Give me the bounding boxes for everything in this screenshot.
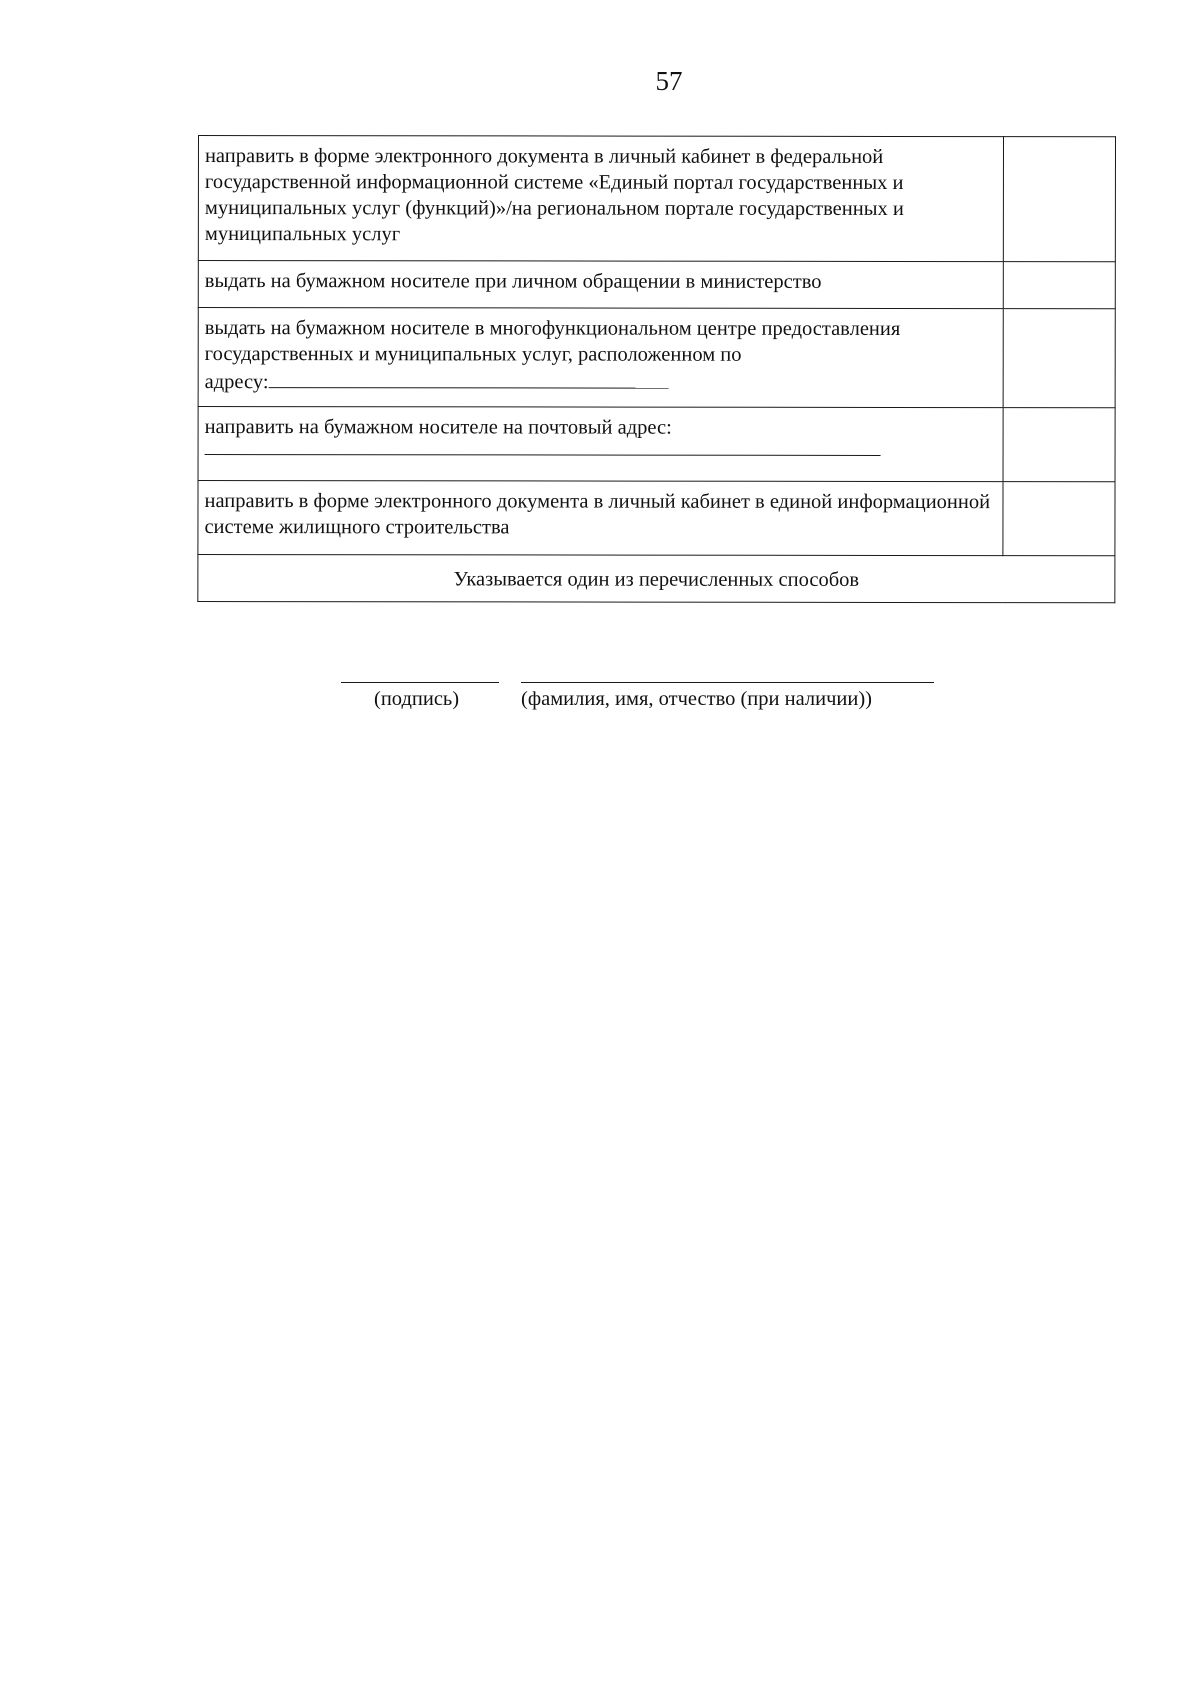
address-fill-line[interactable] (269, 367, 669, 389)
full-name-line[interactable] (521, 682, 934, 683)
table-note: Указывается один из перечисленных способов (198, 555, 1115, 603)
delivery-option-row (198, 308, 1115, 408)
delivery-option-row (198, 407, 1115, 482)
signature-line[interactable] (341, 682, 499, 683)
delivery-option-row (198, 261, 1115, 309)
signature-caption: (подпись) (374, 688, 460, 710)
delivery-option-row (198, 481, 1115, 556)
delivery-option-text: выдать на бумажном носителе при личном обращении в министерство (198, 261, 1003, 309)
postal-address-fill-line[interactable] (205, 442, 881, 456)
delivery-option-checkbox[interactable] (1003, 482, 1115, 556)
delivery-option-checkbox[interactable] (1003, 408, 1115, 482)
delivery-option-checkbox[interactable] (1003, 137, 1115, 262)
delivery-option-cell (198, 407, 1003, 482)
table-note-row (198, 555, 1115, 603)
delivery-option-row (198, 136, 1115, 262)
full-name-caption: (фамилия, имя, отчество (при наличии)) (521, 688, 872, 710)
delivery-options-table (197, 135, 1116, 603)
delivery-option-checkbox[interactable] (1003, 309, 1115, 408)
delivery-option-text: направить в форме электронного документа в личный кабинет в федеральной государственной информационной системе «Единый портал государственных и муниципальных услуг (функций)»/на региональном портале государственных и муниципальных услуг (198, 136, 1003, 262)
page-number: 57 (655, 66, 683, 96)
delivery-option-checkbox[interactable] (1003, 262, 1115, 309)
delivery-option-text: направить в форме электронного документа в личный кабинет в единой информационной системе жилищного строительства (198, 481, 1003, 556)
address-field-label: адресу: (204, 371, 269, 394)
delivery-option-text: направить на бумажном носителе на почтовый адрес: (204, 416, 672, 439)
delivery-option-text: выдать на бумажном носителе в многофункциональном центре предоставления государственных и муниципальных услуг, расположенном по (204, 317, 901, 366)
delivery-option-cell (198, 308, 1003, 408)
